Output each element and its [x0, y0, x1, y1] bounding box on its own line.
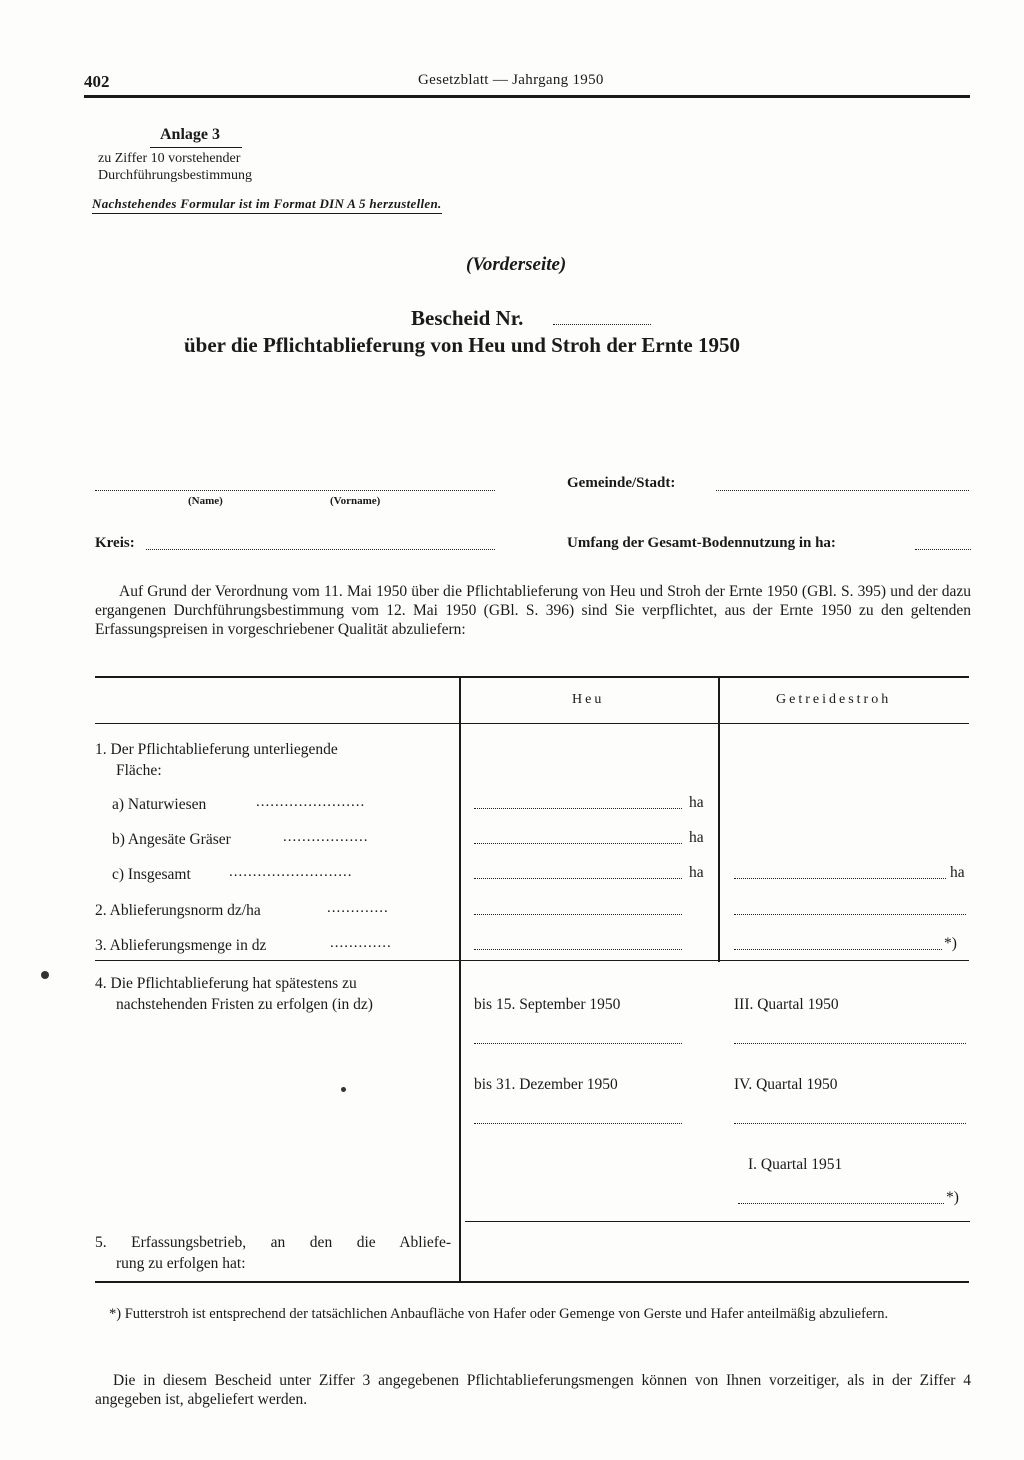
table-top-rule: [95, 676, 969, 678]
footnote-text: *) Futterstroh ist entsprechend der tatsächlichen Anbaufläche von Hafer oder Gemenge von Gerste und Hafer anteilmäßig abzuliefern.: [109, 1306, 889, 1322]
decision-subtitle: über die Pflichtablieferung von Heu und Stroh der Ernte 1950: [184, 333, 740, 357]
row1b-label: b) Angesäte Gräser: [112, 831, 231, 848]
decision-number-field[interactable]: [553, 324, 651, 325]
row1a-leader: .......................: [256, 794, 366, 810]
annex-title: Anlage 3: [160, 126, 220, 143]
heu-angesaete-unit: ha: [689, 829, 704, 846]
annex-line-1: zu Ziffer 10 vorstehender: [98, 151, 241, 166]
heu-deadline-1-field[interactable]: [474, 1043, 682, 1044]
stroh-deadline-1-field[interactable]: [734, 1043, 966, 1044]
row1c-label: c) Insgesamt: [112, 866, 191, 883]
name-caption: (Name): [188, 495, 223, 507]
closing-paragraph: Die in diesem Bescheid unter Ziffer 3 angegebenen Pflichtablieferungsmengen können von Ihnen vorzeitiger, als in der Ziffer 4 angegeben ist, abgeliefert werden.: [95, 1372, 971, 1408]
stroh-norm-field[interactable]: [734, 914, 966, 915]
stroh-menge-field[interactable]: [734, 949, 942, 950]
heu-angesaete-field[interactable]: [474, 843, 682, 844]
heu-naturwiesen-unit: ha: [689, 794, 704, 811]
gemeinde-label: Gemeinde/Stadt:: [567, 475, 676, 491]
umfang-field[interactable]: [915, 549, 971, 550]
stroh-deadline-3-label: I. Quartal 1951: [748, 1156, 843, 1173]
name-field[interactable]: [95, 490, 495, 491]
stroh-deadline-2-field[interactable]: [734, 1123, 966, 1124]
scan-speck: [41, 971, 49, 979]
vorname-caption: (Vorname): [330, 495, 381, 507]
row1-label-line2: Fläche:: [116, 762, 162, 779]
annex-line-2: Durchführungsbestimmung: [98, 168, 252, 183]
kreis-field[interactable]: [146, 549, 495, 550]
stroh-deadline-1-label: III. Quartal 1950: [734, 996, 839, 1013]
stroh-menge-footnote-mark: *): [944, 935, 957, 952]
erfassungsbetrieb-field[interactable]: [470, 1226, 966, 1278]
side-label: (Vorderseite): [466, 254, 567, 275]
table-row5-rule: [465, 1221, 970, 1222]
heu-menge-field[interactable]: [474, 949, 682, 950]
row1-label-line1: 1. Der Pflichtablieferung unterliegende: [95, 741, 338, 758]
heu-insgesamt-field[interactable]: [474, 878, 682, 879]
page-number: 402: [84, 72, 110, 91]
kreis-label: Kreis:: [95, 535, 135, 551]
row4-label-line1: 4. Die Pflichtablieferung hat spätestens zu: [95, 975, 357, 992]
stroh-deadline-3-footnote-mark: *): [946, 1189, 959, 1206]
heu-insgesamt-unit: ha: [689, 864, 704, 881]
running-title: Gesetzblatt — Jahrgang 1950: [418, 72, 604, 88]
annex-title-rule: [150, 147, 242, 148]
table-col-divider-2: [718, 676, 720, 962]
heu-deadline-2-label: bis 31. Dezember 1950: [474, 1076, 618, 1093]
column-heading-getreidestroh: Getreidestroh: [776, 692, 892, 707]
table-header-rule: [95, 723, 969, 724]
gemeinde-field[interactable]: [716, 490, 969, 491]
format-note: Nachstehendes Formular ist im Format DIN A 5 herzustellen.: [92, 196, 442, 214]
table-bottom-rule: [95, 1281, 969, 1283]
header-rule: [84, 95, 970, 98]
row2-leader: .............: [327, 900, 389, 916]
scan-speck: [341, 1087, 346, 1092]
row4-label-line2: nachstehenden Fristen zu erfolgen (in dz): [116, 996, 373, 1013]
heu-deadline-1-label: bis 15. September 1950: [474, 996, 621, 1013]
row5-label-line2: rung zu erfolgen hat:: [116, 1255, 246, 1272]
row1b-leader: ..................: [283, 829, 369, 845]
umfang-label: Umfang der Gesamt-Bodennutzung in ha:: [567, 535, 836, 551]
decision-title: Bescheid Nr.: [411, 306, 524, 330]
stroh-deadline-3-field[interactable]: [738, 1203, 944, 1204]
heu-deadline-2-field[interactable]: [474, 1123, 682, 1124]
stroh-deadline-2-label: IV. Quartal 1950: [734, 1076, 838, 1093]
row1c-leader: ..........................: [229, 864, 353, 880]
row3-label: 3. Ablieferungsmenge in dz: [95, 937, 267, 954]
table-col-divider-1: [459, 676, 461, 1283]
intro-paragraph: Auf Grund der Verordnung vom 11. Mai 1950 über die Pflichtablieferung von Heu und Stroh der Ernte 1950 (GBl. S. 395) und der dazu ergangenen Durchführungsbestimmung vom 12. Mai 1950 (GBl. S. 396) sind Sie verpflichtet, aus der Ernte 1950 zu den geltenden Erfassungspreisen in vorgeschriebener Qualität abzuliefern:: [95, 583, 971, 638]
row5-label-line1: 5. Erfassungsbetrieb, an den die Abliefe-: [95, 1234, 451, 1251]
heu-norm-field[interactable]: [474, 914, 682, 915]
stroh-insgesamt-unit: ha: [950, 864, 965, 881]
heu-naturwiesen-field[interactable]: [474, 808, 682, 809]
row3-leader: .............: [330, 935, 392, 951]
column-heading-heu: Heu: [572, 692, 605, 707]
stroh-insgesamt-field[interactable]: [734, 878, 946, 879]
table-mid-rule: [95, 960, 969, 961]
row2-label: 2. Ablieferungsnorm dz/ha: [95, 902, 261, 919]
row1a-label: a) Naturwiesen: [112, 796, 207, 813]
